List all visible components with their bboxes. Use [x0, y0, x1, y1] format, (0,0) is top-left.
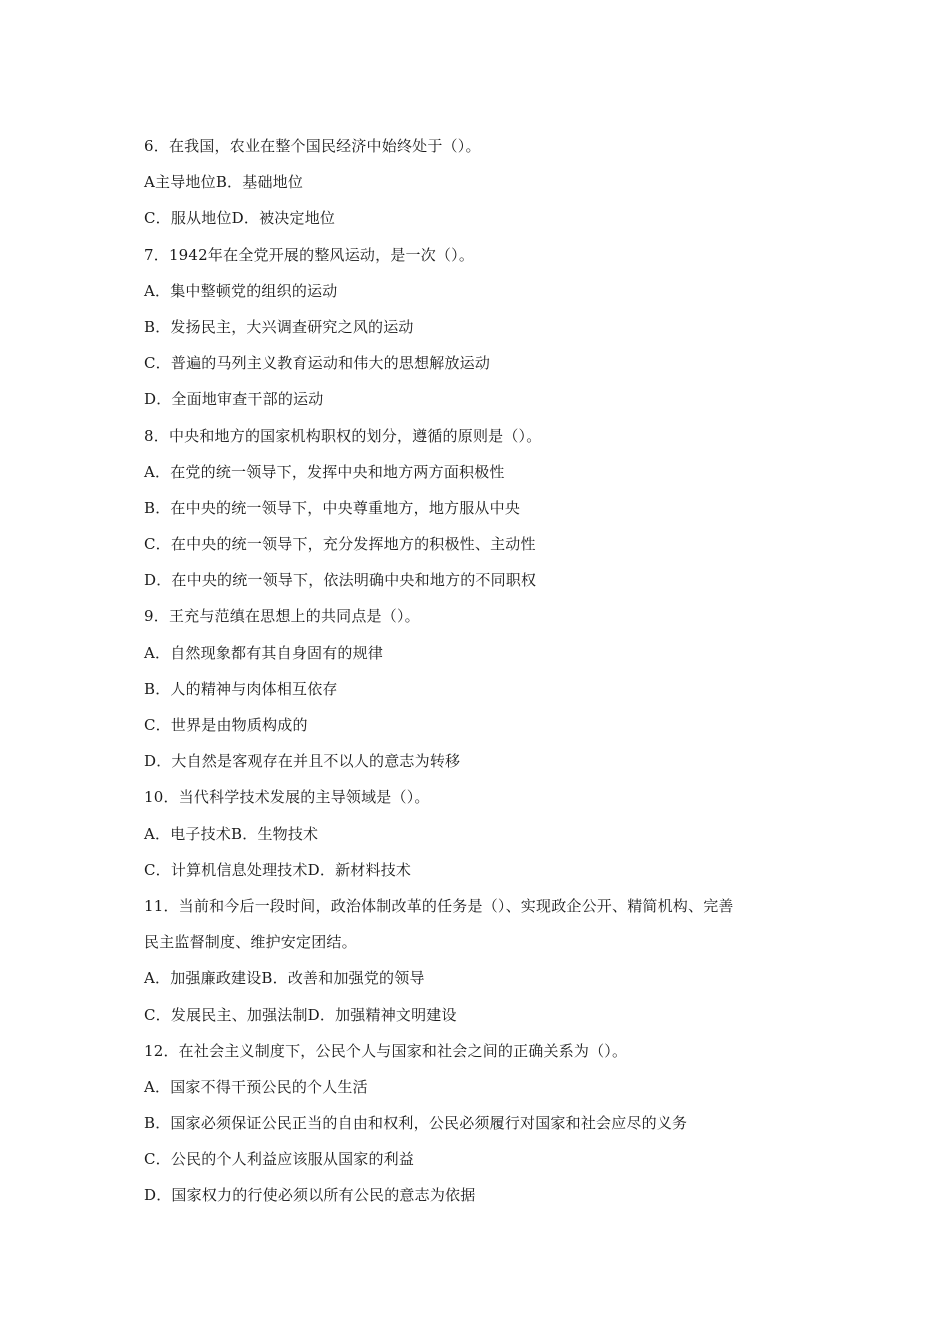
question-9-stem: 9．王充与范缜在思想上的共同点是（）。 [144, 607, 420, 626]
question-9-option-b: B．人的精神与肉体相互依存 [144, 679, 338, 698]
question-7-option-a: A．集中整顿党的组织的运动 [144, 281, 338, 300]
question-8-option-c: C．在中央的统一领导下，充分发挥地方的积极性、主动性 [144, 535, 536, 554]
question-7-option-c: C．普遍的马列主义教育运动和伟大的思想解放运动 [144, 354, 491, 373]
question-8-option-b: B．在中央的统一领导下，中央尊重地方，地方服从中央 [144, 498, 521, 517]
question-11-stem-line-1: 11．当前和今后一段时间，政治体制改革的任务是（）、实现政企公开、精简机构、完善 [144, 896, 734, 915]
question-7-stem: 7．1942年在全党开展的整风运动，是一次（）。 [144, 245, 475, 264]
question-12-option-b: B．国家必须保证公民正当的自由和权利，公民必须履行对国家和社会应尽的义务 [144, 1114, 688, 1133]
question-9-option-d: D．大自然是客观存在并且不以人的意志为转移 [144, 752, 461, 771]
question-6-options-ab: A主导地位B．基础地位 [144, 173, 304, 192]
question-8-option-d: D．在中央的统一领导下，依法明确中央和地方的不同职权 [144, 571, 537, 590]
document-body [144, 128, 814, 1214]
question-10-options-cd: C．计算机信息处理技术D．新材料技术 [144, 860, 412, 879]
question-11-options-cd: C．发展民主、加强法制D．加强精神文明建设 [144, 1005, 457, 1024]
question-10-stem: 10．当代科学技术发展的主导领域是（）。 [144, 788, 430, 807]
question-8-stem: 8．中央和地方的国家机构职权的划分，遵循的原则是（）。 [144, 426, 542, 445]
question-11-stem-line-2: 民主监督制度、维护安定团结。 [144, 933, 357, 952]
question-9-option-c: C．世界是由物质构成的 [144, 716, 308, 734]
question-11-options-ab: A．加强廉政建设B．改善和加强党的领导 [144, 969, 425, 988]
question-6-options-cd: C．服从地位D．被决定地位 [144, 209, 336, 228]
question-9-option-a: A．自然现象都有其自身固有的规律 [144, 643, 384, 662]
question-10-options-ab: A．电子技术B．生物技术 [144, 824, 319, 843]
question-12-option-a: A．国家不得干预公民的个人生活 [144, 1077, 368, 1096]
question-12-stem: 12．在社会主义制度下，公民个人与国家和社会之间的正确关系为（）。 [144, 1041, 628, 1060]
question-7-option-d: D．全面地审查干部的运动 [144, 390, 324, 409]
question-12-option-d: D．国家权力的行使必须以所有公民的意志为依据 [144, 1186, 476, 1205]
question-7-option-b: B．发扬民主，大兴调查研究之风的运动 [144, 317, 414, 336]
question-12-option-c: C．公民的个人利益应该服从国家的利益 [144, 1150, 415, 1169]
question-8-option-a: A．在党的统一领导下，发挥中央和地方两方面积极性 [144, 462, 505, 481]
question-6-stem: 6．在我国，农业在整个国民经济中始终处于（）。 [144, 137, 481, 155]
